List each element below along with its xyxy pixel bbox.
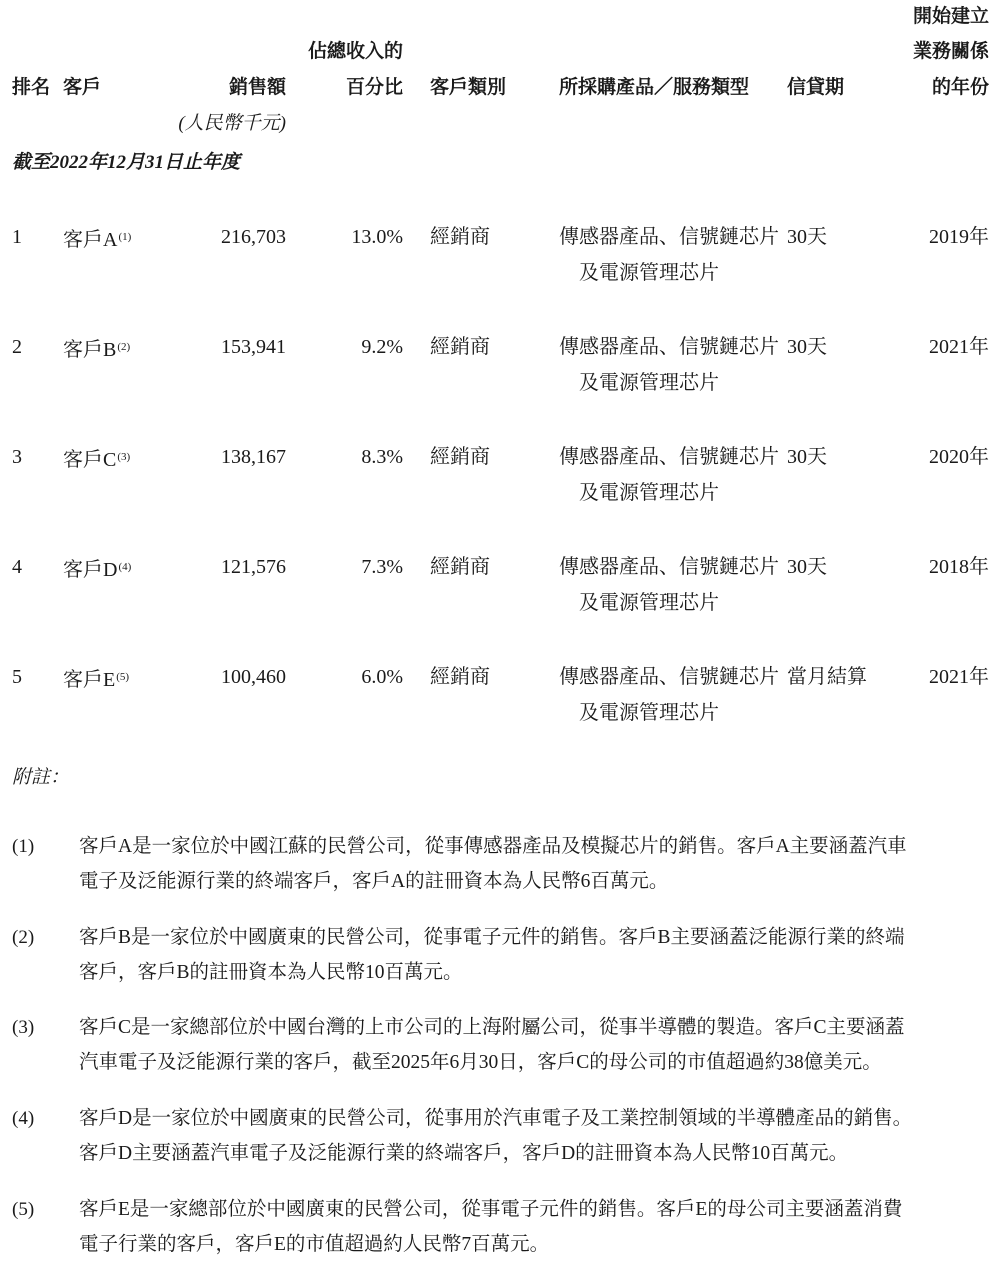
header-credit: 信貸期: [787, 77, 845, 98]
note-number: (3): [12, 1017, 35, 1038]
row-note-ref: (5): [116, 671, 130, 683]
row-year: 2018年: [929, 556, 989, 578]
row-products-line1: 傳感器產品、信號鏈芯片: [559, 226, 779, 248]
row-year: 2019年: [929, 226, 989, 248]
row-sales: 138,167: [221, 446, 286, 468]
note-line2: 汽車電子及泛能源行業的客戶，截至2025年6月30日，客戶C的母公司的市值超過約38億美元。: [79, 1052, 882, 1073]
note-line1: 客戶A是一家位於中國江蘇的民營公司，從事傳感器產品及模擬芯片的銷售。客戶A主要涵蓋汽車: [79, 836, 907, 857]
note-line2: 客戶，客戶B的註冊資本為人民幣10百萬元。: [79, 962, 463, 983]
row-type: 經銷商: [430, 226, 490, 248]
row-products-line2: 及電源管理芯片: [579, 482, 719, 504]
row-credit: 當月結算: [787, 666, 867, 688]
row-pct: 7.3%: [361, 556, 403, 578]
row-note-ref: (3): [117, 451, 131, 463]
note-line1: 客戶B是一家位於中國廣東的民營公司，從事電子元件的銷售。客戶B主要涵蓋泛能源行業的終端: [79, 927, 905, 948]
row-credit: 30天: [787, 446, 827, 468]
note-line1: 客戶D是一家位於中國廣東的民營公司，從事用於汽車電子及工業控制領域的半導體產品的銷售。: [79, 1108, 913, 1129]
header-customer: 客戶: [63, 77, 102, 98]
row-sales: 153,941: [221, 336, 286, 358]
row-customer-name: 客戶E: [63, 669, 116, 691]
note-number: (1): [12, 836, 35, 857]
header-pct-line2: 百分比: [345, 77, 403, 98]
row-type: 經銷商: [430, 446, 490, 468]
header-year-line2: 業務關係: [912, 41, 989, 62]
row-products-line2: 及電源管理芯片: [579, 702, 719, 724]
row-products-line1: 傳感器產品、信號鏈芯片: [559, 666, 779, 688]
row-products-line2: 及電源管理芯片: [579, 592, 719, 614]
row-customer: [63, 219, 131, 258]
note-line1: 客戶E是一家總部位於中國廣東的民營公司，從事電子元件的銷售。客戶E的母公司主要涵蓋消費: [79, 1199, 903, 1220]
row-customer-name: 客戶A: [63, 229, 118, 251]
row-note-ref: (1): [118, 231, 132, 243]
row-sales: 216,703: [221, 226, 286, 248]
row-products-line1: 傳感器產品、信號鏈芯片: [559, 446, 779, 468]
note-number: (4): [12, 1108, 35, 1129]
header-pct-line1: 佔總收入的: [307, 41, 403, 62]
row-pct: 13.0%: [351, 226, 403, 248]
row-products-line2: 及電源管理芯片: [579, 372, 719, 394]
row-rank: 2: [12, 336, 22, 358]
note-number: (5): [12, 1199, 35, 1220]
row-rank: 3: [12, 446, 22, 468]
header-year-line1: 開始建立: [912, 6, 989, 27]
note-number: (2): [12, 927, 35, 948]
row-pct: 9.2%: [361, 336, 403, 358]
row-sales: 100,460: [221, 666, 286, 688]
row-rank: 5: [12, 666, 22, 688]
header-customer-type: 客戶類別: [430, 77, 507, 98]
row-customer: [63, 329, 130, 368]
row-type: 經銷商: [430, 666, 490, 688]
row-products-line1: 傳感器產品、信號鏈芯片: [559, 336, 779, 358]
row-customer-name: 客戶D: [63, 559, 118, 581]
note-line2: 客戶D主要涵蓋汽車電子及泛能源行業的終端客戶，客戶D的註冊資本為人民幣10百萬元。: [79, 1143, 849, 1164]
header-sales-unit: (人民幣千元): [178, 113, 286, 134]
note-line2: 電子行業的客戶，客戶E的市值超過約人民幣7百萬元。: [79, 1234, 550, 1255]
header-sales: 銷售額: [228, 77, 286, 98]
row-customer-name: 客戶B: [63, 339, 117, 361]
row-year: 2021年: [929, 666, 989, 688]
header-products: 所採購產品／服務類型: [559, 77, 750, 98]
row-customer-name: 客戶C: [63, 449, 117, 471]
header-rank: 排名: [12, 77, 51, 98]
row-customer: [63, 549, 131, 588]
row-pct: 8.3%: [361, 446, 403, 468]
row-pct: 6.0%: [361, 666, 403, 688]
row-year: 2020年: [929, 446, 989, 468]
note-line2: 電子及泛能源行業的終端客戶，客戶A的註冊資本為人民幣6百萬元。: [79, 871, 669, 892]
period-label: 截至2022年12月31日止年度: [12, 152, 241, 173]
row-rank: 4: [12, 556, 22, 578]
header-year-line3: 的年份: [931, 77, 989, 98]
row-note-ref: (2): [117, 341, 131, 353]
row-credit: 30天: [787, 336, 827, 358]
row-type: 經銷商: [430, 556, 490, 578]
row-customer: [63, 439, 130, 478]
row-year: 2021年: [929, 336, 989, 358]
note-line1: 客戶C是一家總部位於中國台灣的上市公司的上海附屬公司，從事半導體的製造。客戶C主要涵蓋: [79, 1017, 905, 1038]
notes-title: 附註：: [12, 767, 70, 788]
row-note-ref: (4): [118, 561, 132, 573]
row-credit: 30天: [787, 556, 827, 578]
row-products-line2: 及電源管理芯片: [579, 262, 719, 284]
row-type: 經銷商: [430, 336, 490, 358]
row-credit: 30天: [787, 226, 827, 248]
row-products-line1: 傳感器產品、信號鏈芯片: [559, 556, 779, 578]
row-sales: 121,576: [221, 556, 286, 578]
row-customer: [63, 659, 129, 698]
row-rank: 1: [12, 226, 22, 248]
